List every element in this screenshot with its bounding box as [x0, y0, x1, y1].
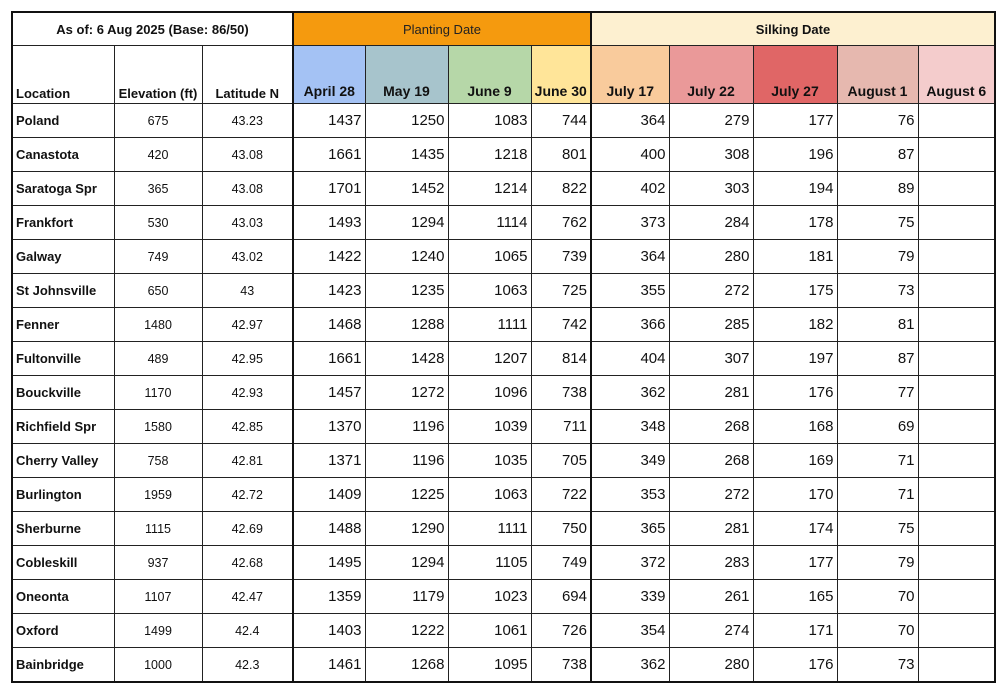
silking-gdd-cell: 168 — [753, 410, 837, 444]
column-header-silking-date: July 27 — [753, 46, 837, 104]
silking-gdd-cell — [918, 410, 995, 444]
planting-gdd-cell: 1493 — [293, 206, 365, 240]
column-header-silking-date: July 22 — [669, 46, 753, 104]
location-cell: Galway — [12, 240, 114, 274]
elevation-cell: 1499 — [114, 614, 202, 648]
silking-gdd-cell: 177 — [753, 104, 837, 138]
gdd-table — [11, 11, 996, 683]
location-cell: St Johnsville — [12, 274, 114, 308]
location-cell: Sherburne — [12, 512, 114, 546]
silking-gdd-cell: 283 — [669, 546, 753, 580]
silking-gdd-cell: 280 — [669, 240, 753, 274]
latitude-cell: 42.4 — [202, 614, 293, 648]
silking-gdd-cell: 69 — [837, 410, 918, 444]
silking-gdd-cell: 165 — [753, 580, 837, 614]
silking-gdd-cell: 364 — [591, 104, 669, 138]
table-row — [12, 410, 995, 444]
silking-gdd-cell: 349 — [591, 444, 669, 478]
elevation-cell: 1115 — [114, 512, 202, 546]
latitude-cell: 42.85 — [202, 410, 293, 444]
silking-gdd-cell: 87 — [837, 138, 918, 172]
elevation-cell: 420 — [114, 138, 202, 172]
planting-gdd-cell: 722 — [531, 478, 591, 512]
location-cell: Fultonville — [12, 342, 114, 376]
latitude-cell: 43.02 — [202, 240, 293, 274]
table-row — [12, 478, 995, 512]
planting-gdd-cell: 744 — [531, 104, 591, 138]
table-row — [12, 376, 995, 410]
planting-gdd-cell: 1063 — [448, 478, 531, 512]
silking-gdd-cell: 181 — [753, 240, 837, 274]
silking-gdd-cell — [918, 580, 995, 614]
latitude-cell: 43 — [202, 274, 293, 308]
location-cell: Oxford — [12, 614, 114, 648]
table-row — [12, 274, 995, 308]
planting-gdd-cell: 1111 — [448, 308, 531, 342]
planting-gdd-cell: 1423 — [293, 274, 365, 308]
silking-gdd-cell: 274 — [669, 614, 753, 648]
planting-gdd-cell: 1371 — [293, 444, 365, 478]
silking-gdd-cell: 362 — [591, 376, 669, 410]
planting-gdd-cell: 1468 — [293, 308, 365, 342]
column-header-planting-date: April 28 — [293, 46, 365, 104]
planting-gdd-cell: 749 — [531, 546, 591, 580]
planting-gdd-cell: 1235 — [365, 274, 448, 308]
table-row — [12, 614, 995, 648]
silking-gdd-cell: 261 — [669, 580, 753, 614]
planting-gdd-cell: 1222 — [365, 614, 448, 648]
planting-gdd-cell: 1488 — [293, 512, 365, 546]
silking-gdd-cell: 362 — [591, 648, 669, 683]
table-row — [12, 546, 995, 580]
silking-gdd-cell — [918, 376, 995, 410]
planting-gdd-cell: 1105 — [448, 546, 531, 580]
silking-gdd-cell: 280 — [669, 648, 753, 683]
planting-gdd-cell: 1428 — [365, 342, 448, 376]
column-header-latitude: Latitude N — [202, 46, 293, 104]
silking-gdd-cell: 272 — [669, 478, 753, 512]
silking-gdd-cell: 355 — [591, 274, 669, 308]
silking-gdd-cell — [918, 648, 995, 683]
silking-gdd-cell: 353 — [591, 478, 669, 512]
latitude-cell: 42.3 — [202, 648, 293, 683]
planting-gdd-cell: 1359 — [293, 580, 365, 614]
location-cell: Richfield Spr — [12, 410, 114, 444]
silking-date-header: Silking Date — [591, 12, 995, 46]
planting-gdd-cell: 1196 — [365, 410, 448, 444]
silking-gdd-cell — [918, 240, 995, 274]
planting-gdd-cell: 1661 — [293, 138, 365, 172]
table-row — [12, 342, 995, 376]
planting-gdd-cell: 1288 — [365, 308, 448, 342]
silking-gdd-cell: 284 — [669, 206, 753, 240]
silking-gdd-cell: 194 — [753, 172, 837, 206]
location-cell: Canastota — [12, 138, 114, 172]
planting-gdd-cell: 822 — [531, 172, 591, 206]
column-header-silking-date: August 6 — [918, 46, 995, 104]
elevation-cell: 1107 — [114, 580, 202, 614]
planting-gdd-cell: 1061 — [448, 614, 531, 648]
planting-gdd-cell: 1023 — [448, 580, 531, 614]
planting-gdd-cell: 1240 — [365, 240, 448, 274]
planting-gdd-cell: 1461 — [293, 648, 365, 683]
silking-gdd-cell: 268 — [669, 410, 753, 444]
elevation-cell: 937 — [114, 546, 202, 580]
column-header-elevation: Elevation (ft) — [114, 46, 202, 104]
planting-gdd-cell: 1196 — [365, 444, 448, 478]
column-header-planting-date: June 9 — [448, 46, 531, 104]
silking-gdd-cell — [918, 172, 995, 206]
location-cell: Bainbridge — [12, 648, 114, 683]
planting-gdd-cell: 1294 — [365, 546, 448, 580]
planting-gdd-cell: 1095 — [448, 648, 531, 683]
silking-gdd-cell: 303 — [669, 172, 753, 206]
planting-gdd-cell: 705 — [531, 444, 591, 478]
latitude-cell: 42.47 — [202, 580, 293, 614]
table-row — [12, 240, 995, 274]
planting-gdd-cell: 1495 — [293, 546, 365, 580]
planting-gdd-cell: 1268 — [365, 648, 448, 683]
elevation-cell: 758 — [114, 444, 202, 478]
planting-gdd-cell: 1409 — [293, 478, 365, 512]
silking-gdd-cell: 79 — [837, 240, 918, 274]
planting-gdd-cell: 801 — [531, 138, 591, 172]
silking-gdd-cell: 285 — [669, 308, 753, 342]
planting-gdd-cell: 1207 — [448, 342, 531, 376]
planting-gdd-cell: 1111 — [448, 512, 531, 546]
silking-gdd-cell: 348 — [591, 410, 669, 444]
planting-gdd-cell: 1039 — [448, 410, 531, 444]
planting-gdd-cell: 1225 — [365, 478, 448, 512]
elevation-cell: 530 — [114, 206, 202, 240]
silking-gdd-cell: 75 — [837, 512, 918, 546]
elevation-cell: 1170 — [114, 376, 202, 410]
latitude-cell: 42.69 — [202, 512, 293, 546]
silking-gdd-cell — [918, 206, 995, 240]
location-cell: Cobleskill — [12, 546, 114, 580]
silking-gdd-cell: 170 — [753, 478, 837, 512]
latitude-cell: 43.03 — [202, 206, 293, 240]
planting-gdd-cell: 1063 — [448, 274, 531, 308]
table-row — [12, 648, 995, 683]
silking-gdd-cell: 365 — [591, 512, 669, 546]
location-cell: Bouckville — [12, 376, 114, 410]
elevation-cell: 650 — [114, 274, 202, 308]
silking-gdd-cell: 372 — [591, 546, 669, 580]
silking-gdd-cell: 272 — [669, 274, 753, 308]
location-cell: Fenner — [12, 308, 114, 342]
silking-gdd-cell: 404 — [591, 342, 669, 376]
silking-gdd-cell — [918, 614, 995, 648]
silking-gdd-cell: 75 — [837, 206, 918, 240]
location-cell: Burlington — [12, 478, 114, 512]
elevation-cell: 1580 — [114, 410, 202, 444]
column-header-planting-date: June 30 — [531, 46, 591, 104]
column-header-silking-date: July 17 — [591, 46, 669, 104]
silking-gdd-cell: 197 — [753, 342, 837, 376]
planting-gdd-cell: 1096 — [448, 376, 531, 410]
silking-gdd-cell: 281 — [669, 512, 753, 546]
planting-gdd-cell: 738 — [531, 376, 591, 410]
silking-gdd-cell: 73 — [837, 274, 918, 308]
planting-gdd-cell: 1065 — [448, 240, 531, 274]
silking-gdd-cell: 402 — [591, 172, 669, 206]
as-of-label: As of: 6 Aug 2025 (Base: 86/50) — [12, 12, 293, 46]
silking-gdd-cell: 79 — [837, 546, 918, 580]
planting-gdd-cell: 1083 — [448, 104, 531, 138]
silking-gdd-cell — [918, 546, 995, 580]
column-header-planting-date: May 19 — [365, 46, 448, 104]
silking-gdd-cell: 87 — [837, 342, 918, 376]
silking-gdd-cell — [918, 342, 995, 376]
elevation-cell: 365 — [114, 172, 202, 206]
planting-gdd-cell: 1250 — [365, 104, 448, 138]
column-header-location: Location — [12, 46, 114, 104]
planting-gdd-cell: 694 — [531, 580, 591, 614]
column-header-silking-date: August 1 — [837, 46, 918, 104]
silking-gdd-cell: 176 — [753, 376, 837, 410]
planting-gdd-cell: 1294 — [365, 206, 448, 240]
silking-gdd-cell: 182 — [753, 308, 837, 342]
elevation-cell: 489 — [114, 342, 202, 376]
planting-gdd-cell: 738 — [531, 648, 591, 683]
silking-gdd-cell: 281 — [669, 376, 753, 410]
planting-gdd-cell: 1435 — [365, 138, 448, 172]
table-row — [12, 172, 995, 206]
silking-gdd-cell: 268 — [669, 444, 753, 478]
location-cell: Cherry Valley — [12, 444, 114, 478]
silking-gdd-cell — [918, 274, 995, 308]
latitude-cell: 42.95 — [202, 342, 293, 376]
silking-gdd-cell: 339 — [591, 580, 669, 614]
silking-gdd-cell: 308 — [669, 138, 753, 172]
planting-gdd-cell: 725 — [531, 274, 591, 308]
elevation-cell: 675 — [114, 104, 202, 138]
latitude-cell: 43.23 — [202, 104, 293, 138]
silking-gdd-cell — [918, 512, 995, 546]
planting-gdd-cell: 1457 — [293, 376, 365, 410]
silking-gdd-cell: 71 — [837, 444, 918, 478]
planting-gdd-cell: 1661 — [293, 342, 365, 376]
latitude-cell: 42.68 — [202, 546, 293, 580]
planting-gdd-cell: 739 — [531, 240, 591, 274]
elevation-cell: 1480 — [114, 308, 202, 342]
silking-gdd-cell — [918, 104, 995, 138]
silking-gdd-cell — [918, 308, 995, 342]
planting-date-header: Planting Date — [293, 12, 591, 46]
silking-gdd-cell: 70 — [837, 614, 918, 648]
silking-gdd-cell — [918, 478, 995, 512]
silking-gdd-cell: 307 — [669, 342, 753, 376]
table-row — [12, 138, 995, 172]
table-row — [12, 444, 995, 478]
elevation-cell: 1000 — [114, 648, 202, 683]
latitude-cell: 42.81 — [202, 444, 293, 478]
silking-gdd-cell: 73 — [837, 648, 918, 683]
planting-gdd-cell: 1452 — [365, 172, 448, 206]
planting-gdd-cell: 1701 — [293, 172, 365, 206]
table-row — [12, 512, 995, 546]
planting-gdd-cell: 1035 — [448, 444, 531, 478]
silking-gdd-cell — [918, 138, 995, 172]
silking-gdd-cell: 89 — [837, 172, 918, 206]
table-row — [12, 308, 995, 342]
silking-gdd-cell: 76 — [837, 104, 918, 138]
silking-gdd-cell: 366 — [591, 308, 669, 342]
latitude-cell: 42.72 — [202, 478, 293, 512]
silking-gdd-cell: 364 — [591, 240, 669, 274]
silking-gdd-cell: 354 — [591, 614, 669, 648]
silking-gdd-cell: 373 — [591, 206, 669, 240]
planting-gdd-cell: 1422 — [293, 240, 365, 274]
planting-gdd-cell: 1403 — [293, 614, 365, 648]
latitude-cell: 43.08 — [202, 138, 293, 172]
silking-gdd-cell: 70 — [837, 580, 918, 614]
latitude-cell: 43.08 — [202, 172, 293, 206]
planting-gdd-cell: 814 — [531, 342, 591, 376]
elevation-cell: 1959 — [114, 478, 202, 512]
planting-gdd-cell: 762 — [531, 206, 591, 240]
silking-gdd-cell — [918, 444, 995, 478]
planting-gdd-cell: 742 — [531, 308, 591, 342]
planting-gdd-cell: 1370 — [293, 410, 365, 444]
table-row — [12, 104, 995, 138]
silking-gdd-cell: 279 — [669, 104, 753, 138]
table-row — [12, 206, 995, 240]
silking-gdd-cell: 171 — [753, 614, 837, 648]
planting-gdd-cell: 1290 — [365, 512, 448, 546]
elevation-cell: 749 — [114, 240, 202, 274]
table-row — [12, 580, 995, 614]
planting-gdd-cell: 711 — [531, 410, 591, 444]
planting-gdd-cell: 1437 — [293, 104, 365, 138]
silking-gdd-cell: 71 — [837, 478, 918, 512]
location-cell: Frankfort — [12, 206, 114, 240]
silking-gdd-cell: 400 — [591, 138, 669, 172]
location-cell: Saratoga Spr — [12, 172, 114, 206]
planting-gdd-cell: 1179 — [365, 580, 448, 614]
silking-gdd-cell: 169 — [753, 444, 837, 478]
silking-gdd-cell: 77 — [837, 376, 918, 410]
silking-gdd-cell: 178 — [753, 206, 837, 240]
planting-gdd-cell: 750 — [531, 512, 591, 546]
location-cell: Oneonta — [12, 580, 114, 614]
planting-gdd-cell: 1218 — [448, 138, 531, 172]
planting-gdd-cell: 726 — [531, 614, 591, 648]
planting-gdd-cell: 1272 — [365, 376, 448, 410]
top-header-row — [12, 12, 995, 46]
silking-gdd-cell: 175 — [753, 274, 837, 308]
latitude-cell: 42.93 — [202, 376, 293, 410]
silking-gdd-cell: 177 — [753, 546, 837, 580]
location-cell: Poland — [12, 104, 114, 138]
silking-gdd-cell: 81 — [837, 308, 918, 342]
planting-gdd-cell: 1114 — [448, 206, 531, 240]
silking-gdd-cell: 174 — [753, 512, 837, 546]
column-header-row — [12, 46, 995, 104]
silking-gdd-cell: 196 — [753, 138, 837, 172]
planting-gdd-cell: 1214 — [448, 172, 531, 206]
latitude-cell: 42.97 — [202, 308, 293, 342]
silking-gdd-cell: 176 — [753, 648, 837, 683]
